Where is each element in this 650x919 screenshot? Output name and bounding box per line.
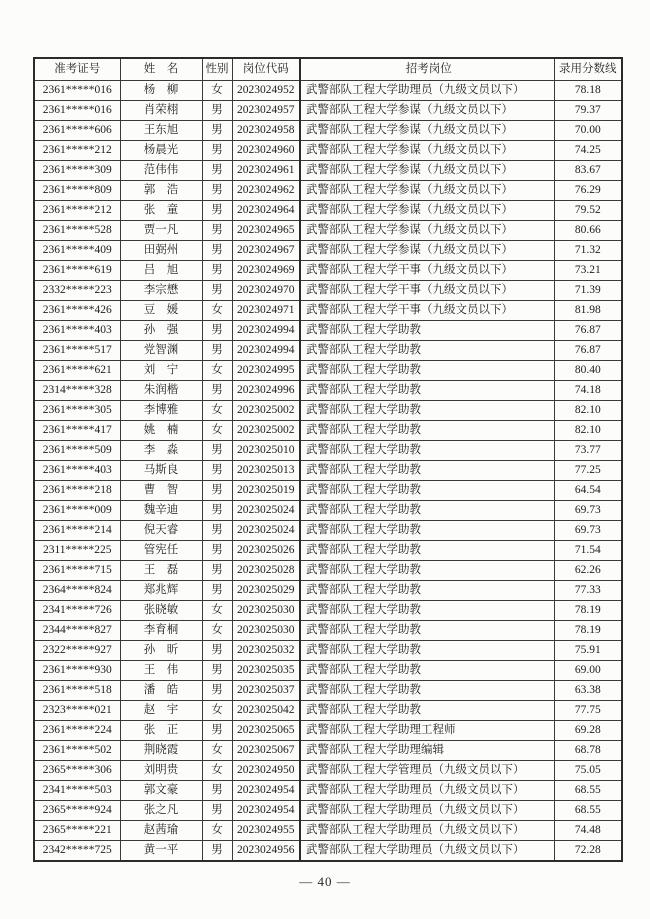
name-cell: 张之凡 bbox=[120, 801, 202, 821]
code-cell: 2023025028 bbox=[232, 561, 300, 581]
code-cell: 2023025002 bbox=[232, 401, 300, 421]
score-cell: 74.48 bbox=[554, 821, 622, 841]
score-cell: 80.66 bbox=[554, 221, 622, 241]
name-cell: 朱润楷 bbox=[120, 381, 202, 401]
name-cell: 倪天睿 bbox=[120, 521, 202, 541]
score-table bbox=[33, 57, 623, 862]
ticket-cell: 2361*****212 bbox=[34, 141, 120, 161]
table-row bbox=[34, 221, 622, 241]
table-body bbox=[34, 81, 622, 862]
table-row bbox=[34, 161, 622, 181]
ticket-cell: 2361*****403 bbox=[34, 461, 120, 481]
score-cell: 68.55 bbox=[554, 801, 622, 821]
gender-cell: 男 bbox=[202, 181, 232, 201]
gender-cell: 男 bbox=[202, 661, 232, 681]
table-row bbox=[34, 101, 622, 121]
gender-cell: 男 bbox=[202, 281, 232, 301]
code-cell: 2023025042 bbox=[232, 701, 300, 721]
position-cell: 武警部队工程大学助教 bbox=[300, 381, 554, 401]
score-cell: 71.32 bbox=[554, 241, 622, 261]
code-cell: 2023024954 bbox=[232, 781, 300, 801]
code-cell: 2023025010 bbox=[232, 441, 300, 461]
score-cell: 77.25 bbox=[554, 461, 622, 481]
ticket-cell: 2361*****214 bbox=[34, 521, 120, 541]
name-cell: 郑兆辉 bbox=[120, 581, 202, 601]
name-cell: 李博雅 bbox=[120, 401, 202, 421]
table-row bbox=[34, 421, 622, 441]
code-cell: 2023024961 bbox=[232, 161, 300, 181]
score-cell: 68.55 bbox=[554, 781, 622, 801]
table-row bbox=[34, 481, 622, 501]
gender-cell: 男 bbox=[202, 501, 232, 521]
ticket-cell: 2361*****417 bbox=[34, 421, 120, 441]
table-row bbox=[34, 341, 622, 361]
gender-cell: 男 bbox=[202, 541, 232, 561]
score-cell: 82.10 bbox=[554, 401, 622, 421]
gender-cell: 女 bbox=[202, 701, 232, 721]
ticket-cell: 2361*****403 bbox=[34, 321, 120, 341]
score-cell: 74.25 bbox=[554, 141, 622, 161]
table-row bbox=[34, 681, 622, 701]
position-cell: 武警部队工程大学干事（九级文员以下） bbox=[300, 281, 554, 301]
position-cell: 武警部队工程大学助教 bbox=[300, 621, 554, 641]
score-cell: 82.10 bbox=[554, 421, 622, 441]
ticket-cell: 2361*****518 bbox=[34, 681, 120, 701]
position-cell: 武警部队工程大学参谋（九级文员以下） bbox=[300, 141, 554, 161]
code-cell: 2023025032 bbox=[232, 641, 300, 661]
gender-cell: 女 bbox=[202, 301, 232, 321]
score-cell: 76.29 bbox=[554, 181, 622, 201]
position-cell: 武警部队工程大学助教 bbox=[300, 521, 554, 541]
table-row bbox=[34, 81, 622, 101]
position-cell: 武警部队工程大学参谋（九级文员以下） bbox=[300, 121, 554, 141]
score-cell: 62.26 bbox=[554, 561, 622, 581]
table-row bbox=[34, 801, 622, 821]
code-cell: 2023025024 bbox=[232, 501, 300, 521]
position-cell: 武警部队工程大学助教 bbox=[300, 701, 554, 721]
table-row bbox=[34, 781, 622, 801]
name-cell: 李宗懋 bbox=[120, 281, 202, 301]
ticket-cell: 2365*****221 bbox=[34, 821, 120, 841]
score-cell: 78.19 bbox=[554, 601, 622, 621]
position-cell: 武警部队工程大学助理员（九级文员以下） bbox=[300, 841, 554, 862]
ticket-cell: 2361*****502 bbox=[34, 741, 120, 761]
code-cell: 2023024955 bbox=[232, 821, 300, 841]
gender-cell: 男 bbox=[202, 221, 232, 241]
name-cell: 李 淼 bbox=[120, 441, 202, 461]
header-score: 录用分数线 bbox=[554, 58, 622, 81]
name-cell: 范伟伟 bbox=[120, 161, 202, 181]
code-cell: 2023024960 bbox=[232, 141, 300, 161]
position-cell: 武警部队工程大学参谋（九级文员以下） bbox=[300, 241, 554, 261]
name-cell: 荆晓霞 bbox=[120, 741, 202, 761]
code-cell: 2023024965 bbox=[232, 221, 300, 241]
position-cell: 武警部队工程大学干事（九级文员以下） bbox=[300, 301, 554, 321]
name-cell: 黄一平 bbox=[120, 841, 202, 862]
header-code: 岗位代码 bbox=[232, 58, 300, 81]
gender-cell: 女 bbox=[202, 361, 232, 381]
name-cell: 党智渊 bbox=[120, 341, 202, 361]
gender-cell: 男 bbox=[202, 201, 232, 221]
table-row bbox=[34, 661, 622, 681]
score-cell: 74.18 bbox=[554, 381, 622, 401]
position-cell: 武警部队工程大学助教 bbox=[300, 421, 554, 441]
gender-cell: 女 bbox=[202, 421, 232, 441]
table-row bbox=[34, 321, 622, 341]
code-cell: 2023024956 bbox=[232, 841, 300, 862]
position-cell: 武警部队工程大学助教 bbox=[300, 601, 554, 621]
code-cell: 2023024957 bbox=[232, 101, 300, 121]
table-row bbox=[34, 561, 622, 581]
name-cell: 王东旭 bbox=[120, 121, 202, 141]
table-row bbox=[34, 441, 622, 461]
position-cell: 武警部队工程大学助教 bbox=[300, 321, 554, 341]
ticket-cell: 2323*****021 bbox=[34, 701, 120, 721]
name-cell: 魏辛迪 bbox=[120, 501, 202, 521]
position-cell: 武警部队工程大学助教 bbox=[300, 441, 554, 461]
ticket-cell: 2322*****927 bbox=[34, 641, 120, 661]
table-row bbox=[34, 261, 622, 281]
table-row bbox=[34, 201, 622, 221]
ticket-cell: 2361*****426 bbox=[34, 301, 120, 321]
code-cell: 2023024970 bbox=[232, 281, 300, 301]
name-cell: 王 伟 bbox=[120, 661, 202, 681]
table-row bbox=[34, 301, 622, 321]
name-cell: 刘明贵 bbox=[120, 761, 202, 781]
table-row bbox=[34, 621, 622, 641]
ticket-cell: 2361*****309 bbox=[34, 161, 120, 181]
name-cell: 吕 旭 bbox=[120, 261, 202, 281]
table-row bbox=[34, 641, 622, 661]
table-row bbox=[34, 501, 622, 521]
score-cell: 83.67 bbox=[554, 161, 622, 181]
name-cell: 张 正 bbox=[120, 721, 202, 741]
table-row bbox=[34, 381, 622, 401]
score-cell: 64.54 bbox=[554, 481, 622, 501]
code-cell: 2023025024 bbox=[232, 521, 300, 541]
score-cell: 69.73 bbox=[554, 501, 622, 521]
gender-cell: 女 bbox=[202, 601, 232, 621]
table-row bbox=[34, 841, 622, 862]
code-cell: 2023024996 bbox=[232, 381, 300, 401]
gender-cell: 男 bbox=[202, 781, 232, 801]
position-cell: 武警部队工程大学助理工程师 bbox=[300, 721, 554, 741]
ticket-cell: 2332*****223 bbox=[34, 281, 120, 301]
gender-cell: 男 bbox=[202, 141, 232, 161]
code-cell: 2023024994 bbox=[232, 321, 300, 341]
position-cell: 武警部队工程大学干事（九级文员以下） bbox=[300, 261, 554, 281]
code-cell: 2023024954 bbox=[232, 801, 300, 821]
code-cell: 2023024962 bbox=[232, 181, 300, 201]
position-cell: 武警部队工程大学助教 bbox=[300, 541, 554, 561]
code-cell: 2023025030 bbox=[232, 601, 300, 621]
gender-cell: 男 bbox=[202, 341, 232, 361]
gender-cell: 男 bbox=[202, 721, 232, 741]
ticket-cell: 2314*****328 bbox=[34, 381, 120, 401]
gender-cell: 男 bbox=[202, 641, 232, 661]
name-cell: 肖荣栩 bbox=[120, 101, 202, 121]
position-cell: 武警部队工程大学助教 bbox=[300, 461, 554, 481]
ticket-cell: 2361*****528 bbox=[34, 221, 120, 241]
score-cell: 80.40 bbox=[554, 361, 622, 381]
code-cell: 2023025002 bbox=[232, 421, 300, 441]
table-row bbox=[34, 521, 622, 541]
score-cell: 69.00 bbox=[554, 661, 622, 681]
page-number: — 40 — bbox=[299, 874, 351, 889]
gender-cell: 男 bbox=[202, 461, 232, 481]
position-cell: 武警部队工程大学助理员（九级文员以下） bbox=[300, 81, 554, 101]
gender-cell: 男 bbox=[202, 441, 232, 461]
position-cell: 武警部队工程大学参谋（九级文员以下） bbox=[300, 201, 554, 221]
position-cell: 武警部队工程大学助教 bbox=[300, 581, 554, 601]
score-cell: 69.73 bbox=[554, 521, 622, 541]
name-cell: 马斯良 bbox=[120, 461, 202, 481]
score-cell: 76.87 bbox=[554, 321, 622, 341]
score-cell: 79.52 bbox=[554, 201, 622, 221]
score-cell: 75.91 bbox=[554, 641, 622, 661]
ticket-cell: 2342*****725 bbox=[34, 841, 120, 862]
gender-cell: 男 bbox=[202, 241, 232, 261]
ticket-cell: 2344*****827 bbox=[34, 621, 120, 641]
code-cell: 2023024994 bbox=[232, 341, 300, 361]
table-row bbox=[34, 241, 622, 261]
score-cell: 68.78 bbox=[554, 741, 622, 761]
table-row bbox=[34, 821, 622, 841]
ticket-cell: 2361*****621 bbox=[34, 361, 120, 381]
ticket-cell: 2361*****305 bbox=[34, 401, 120, 421]
position-cell: 武警部队工程大学助教 bbox=[300, 661, 554, 681]
position-cell: 武警部队工程大学助教 bbox=[300, 361, 554, 381]
header-row bbox=[34, 58, 622, 81]
name-cell: 管宪任 bbox=[120, 541, 202, 561]
ticket-cell: 2361*****619 bbox=[34, 261, 120, 281]
name-cell: 孙 昕 bbox=[120, 641, 202, 661]
gender-cell: 女 bbox=[202, 81, 232, 101]
ticket-cell: 2361*****009 bbox=[34, 501, 120, 521]
score-cell: 78.19 bbox=[554, 621, 622, 641]
score-cell: 73.21 bbox=[554, 261, 622, 281]
table-row bbox=[34, 581, 622, 601]
score-cell: 77.75 bbox=[554, 701, 622, 721]
gender-cell: 女 bbox=[202, 621, 232, 641]
gender-cell: 男 bbox=[202, 261, 232, 281]
gender-cell: 女 bbox=[202, 401, 232, 421]
gender-cell: 女 bbox=[202, 761, 232, 781]
ticket-cell: 2361*****212 bbox=[34, 201, 120, 221]
score-cell: 72.28 bbox=[554, 841, 622, 862]
position-cell: 武警部队工程大学助教 bbox=[300, 681, 554, 701]
gender-cell: 男 bbox=[202, 381, 232, 401]
position-cell: 武警部队工程大学助教 bbox=[300, 401, 554, 421]
ticket-cell: 2361*****930 bbox=[34, 661, 120, 681]
header-ticket: 准考证号 bbox=[34, 58, 120, 81]
ticket-cell: 2311*****225 bbox=[34, 541, 120, 561]
code-cell: 2023025013 bbox=[232, 461, 300, 481]
ticket-cell: 2361*****809 bbox=[34, 181, 120, 201]
code-cell: 2023025030 bbox=[232, 621, 300, 641]
code-cell: 2023025029 bbox=[232, 581, 300, 601]
name-cell: 杨晨光 bbox=[120, 141, 202, 161]
position-cell: 武警部队工程大学助教 bbox=[300, 341, 554, 361]
ticket-cell: 2361*****517 bbox=[34, 341, 120, 361]
header-name: 姓 名 bbox=[120, 58, 202, 81]
code-cell: 2023025067 bbox=[232, 741, 300, 761]
ticket-cell: 2361*****409 bbox=[34, 241, 120, 261]
ticket-cell: 2361*****016 bbox=[34, 101, 120, 121]
ticket-cell: 2361*****224 bbox=[34, 721, 120, 741]
name-cell: 杨 柳 bbox=[120, 81, 202, 101]
ticket-cell: 2341*****503 bbox=[34, 781, 120, 801]
position-cell: 武警部队工程大学助理员（九级文员以下） bbox=[300, 801, 554, 821]
score-cell: 73.77 bbox=[554, 441, 622, 461]
position-cell: 武警部队工程大学助教 bbox=[300, 481, 554, 501]
gender-cell: 男 bbox=[202, 841, 232, 862]
position-cell: 武警部队工程大学参谋（九级文员以下） bbox=[300, 161, 554, 181]
code-cell: 2023024958 bbox=[232, 121, 300, 141]
score-cell: 77.33 bbox=[554, 581, 622, 601]
position-cell: 武警部队工程大学助理员（九级文员以下） bbox=[300, 821, 554, 841]
code-cell: 2023025037 bbox=[232, 681, 300, 701]
name-cell: 孙 强 bbox=[120, 321, 202, 341]
name-cell: 张 童 bbox=[120, 201, 202, 221]
name-cell: 赵 宇 bbox=[120, 701, 202, 721]
name-cell: 潘 皓 bbox=[120, 681, 202, 701]
ticket-cell: 2341*****726 bbox=[34, 601, 120, 621]
table-row bbox=[34, 461, 622, 481]
position-cell: 武警部队工程大学助教 bbox=[300, 501, 554, 521]
code-cell: 2023025035 bbox=[232, 661, 300, 681]
gender-cell: 女 bbox=[202, 741, 232, 761]
name-cell: 刘 宁 bbox=[120, 361, 202, 381]
name-cell: 赵茜瑜 bbox=[120, 821, 202, 841]
score-cell: 63.38 bbox=[554, 681, 622, 701]
score-cell: 76.87 bbox=[554, 341, 622, 361]
position-cell: 武警部队工程大学助理编辑 bbox=[300, 741, 554, 761]
gender-cell: 男 bbox=[202, 481, 232, 501]
name-cell: 李育桐 bbox=[120, 621, 202, 641]
table-row bbox=[34, 121, 622, 141]
gender-cell: 女 bbox=[202, 821, 232, 841]
table-row bbox=[34, 741, 622, 761]
name-cell: 王 磊 bbox=[120, 561, 202, 581]
table-header bbox=[34, 58, 622, 81]
table-row bbox=[34, 541, 622, 561]
gender-cell: 男 bbox=[202, 681, 232, 701]
table-row bbox=[34, 761, 622, 781]
ticket-cell: 2361*****606 bbox=[34, 121, 120, 141]
position-cell: 武警部队工程大学参谋（九级文员以下） bbox=[300, 221, 554, 241]
gender-cell: 男 bbox=[202, 161, 232, 181]
header-gender: 性别 bbox=[202, 58, 232, 81]
code-cell: 2023025019 bbox=[232, 481, 300, 501]
code-cell: 2023025065 bbox=[232, 721, 300, 741]
position-cell: 武警部队工程大学参谋（九级文员以下） bbox=[300, 101, 554, 121]
score-cell: 75.05 bbox=[554, 761, 622, 781]
header-position: 招考岗位 bbox=[300, 58, 554, 81]
score-cell: 70.00 bbox=[554, 121, 622, 141]
gender-cell: 男 bbox=[202, 121, 232, 141]
gender-cell: 男 bbox=[202, 561, 232, 581]
table-row bbox=[34, 401, 622, 421]
ticket-cell: 2365*****306 bbox=[34, 761, 120, 781]
table-row bbox=[34, 141, 622, 161]
gender-cell: 男 bbox=[202, 101, 232, 121]
position-cell: 武警部队工程大学助教 bbox=[300, 641, 554, 661]
score-cell: 78.18 bbox=[554, 81, 622, 101]
code-cell: 2023024971 bbox=[232, 301, 300, 321]
score-cell: 81.98 bbox=[554, 301, 622, 321]
gender-cell: 男 bbox=[202, 801, 232, 821]
position-cell: 武警部队工程大学参谋（九级文员以下） bbox=[300, 181, 554, 201]
position-cell: 武警部队工程大学助教 bbox=[300, 561, 554, 581]
name-cell: 姚 楠 bbox=[120, 421, 202, 441]
name-cell: 田弼州 bbox=[120, 241, 202, 261]
position-cell: 武警部队工程大学助理员（九级文员以下） bbox=[300, 781, 554, 801]
ticket-cell: 2361*****016 bbox=[34, 81, 120, 101]
score-cell: 71.54 bbox=[554, 541, 622, 561]
code-cell: 2023024952 bbox=[232, 81, 300, 101]
code-cell: 2023024969 bbox=[232, 261, 300, 281]
ticket-cell: 2361*****715 bbox=[34, 561, 120, 581]
code-cell: 2023024995 bbox=[232, 361, 300, 381]
ticket-cell: 2361*****218 bbox=[34, 481, 120, 501]
table-row bbox=[34, 601, 622, 621]
name-cell: 郭文豪 bbox=[120, 781, 202, 801]
code-cell: 2023024950 bbox=[232, 761, 300, 781]
table-row bbox=[34, 361, 622, 381]
ticket-cell: 2364*****824 bbox=[34, 581, 120, 601]
ticket-cell: 2365*****924 bbox=[34, 801, 120, 821]
score-cell: 69.28 bbox=[554, 721, 622, 741]
ticket-cell: 2361*****509 bbox=[34, 441, 120, 461]
gender-cell: 男 bbox=[202, 521, 232, 541]
position-cell: 武警部队工程大学管理员（九级文员以下） bbox=[300, 761, 554, 781]
name-cell: 贾一凡 bbox=[120, 221, 202, 241]
gender-cell: 男 bbox=[202, 321, 232, 341]
name-cell: 曹 智 bbox=[120, 481, 202, 501]
code-cell: 2023025026 bbox=[232, 541, 300, 561]
table-row bbox=[34, 701, 622, 721]
gender-cell: 男 bbox=[202, 581, 232, 601]
table-row bbox=[34, 281, 622, 301]
name-cell: 郭 浩 bbox=[120, 181, 202, 201]
code-cell: 2023024964 bbox=[232, 201, 300, 221]
code-cell: 2023024967 bbox=[232, 241, 300, 261]
table-row bbox=[34, 181, 622, 201]
score-cell: 79.37 bbox=[554, 101, 622, 121]
name-cell: 豆 媛 bbox=[120, 301, 202, 321]
name-cell: 张晓敏 bbox=[120, 601, 202, 621]
table-row bbox=[34, 721, 622, 741]
score-cell: 71.39 bbox=[554, 281, 622, 301]
